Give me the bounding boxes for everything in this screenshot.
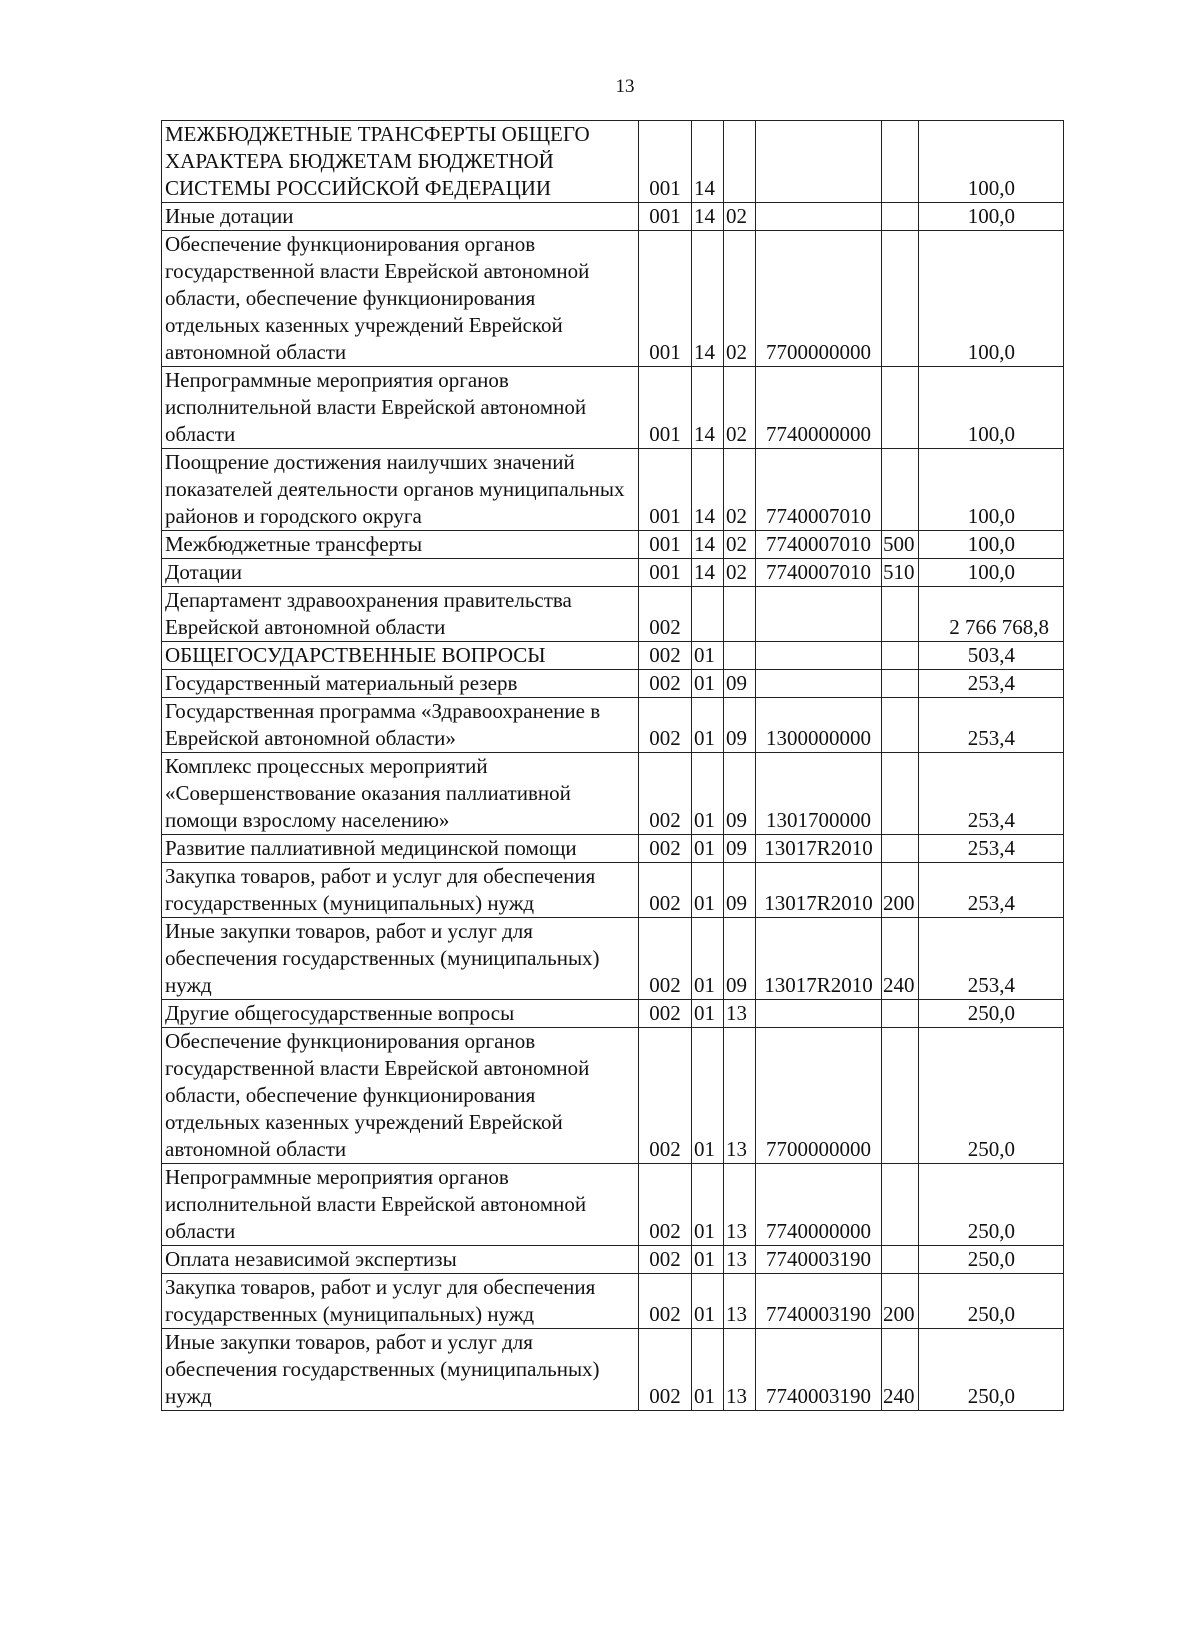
row-glava-code: 002 (639, 698, 692, 753)
row-target-article-code (756, 1000, 882, 1028)
row-target-article-code: 13017R2010 (756, 863, 882, 918)
row-glava-code: 001 (639, 121, 692, 203)
row-name: Закупка товаров, работ и услуг для обеспечения государственных (муниципальных) нужд (162, 1274, 639, 1329)
row-subsection-code: 09 (724, 835, 756, 863)
row-target-article-code: 13017R2010 (756, 835, 882, 863)
row-glava-code: 002 (639, 1164, 692, 1246)
row-subsection-code: 13 (724, 1246, 756, 1274)
row-section-code: 01 (692, 863, 724, 918)
row-amount: 100,0 (919, 531, 1064, 559)
row-glava-code: 001 (639, 559, 692, 587)
row-section-code: 14 (692, 203, 724, 231)
row-amount: 250,0 (919, 1028, 1064, 1164)
row-section-code: 01 (692, 642, 724, 670)
row-name: Департамент здравоохранения правительства Еврейской автономной области (162, 587, 639, 642)
row-target-article-code (756, 203, 882, 231)
row-section-code: 01 (692, 1246, 724, 1274)
row-name: Непрограммные мероприятия органов исполнительной власти Еврейской автономной области (162, 1164, 639, 1246)
table-row (162, 1246, 1064, 1274)
row-amount: 250,0 (919, 1164, 1064, 1246)
row-subsection-code: 09 (724, 863, 756, 918)
row-section-code: 01 (692, 753, 724, 835)
row-subsection-code: 02 (724, 231, 756, 367)
row-expense-type-code (882, 835, 919, 863)
row-glava-code: 002 (639, 1246, 692, 1274)
row-section-code: 14 (692, 531, 724, 559)
row-subsection-code: 02 (724, 203, 756, 231)
row-glava-code: 001 (639, 531, 692, 559)
row-amount: 253,4 (919, 698, 1064, 753)
row-section-code: 14 (692, 559, 724, 587)
row-section-code: 14 (692, 367, 724, 449)
table-row (162, 449, 1064, 531)
row-amount: 253,4 (919, 918, 1064, 1000)
row-expense-type-code (882, 121, 919, 203)
row-glava-code: 002 (639, 1028, 692, 1164)
row-section-code: 14 (692, 121, 724, 203)
row-subsection-code (724, 121, 756, 203)
row-name: Обеспечение функционирования органов государственной власти Еврейской автономной области, обеспечение функционирования отдельных казенных учреждений Еврейской автономной области (162, 231, 639, 367)
row-amount: 100,0 (919, 559, 1064, 587)
row-subsection-code: 09 (724, 753, 756, 835)
row-target-article-code: 7700000000 (756, 1028, 882, 1164)
row-name: Иные дотации (162, 203, 639, 231)
row-amount: 250,0 (919, 1000, 1064, 1028)
row-name: Непрограммные мероприятия органов исполнительной власти Еврейской автономной области (162, 367, 639, 449)
row-target-article-code: 7740003190 (756, 1329, 882, 1411)
row-target-article-code: 7740000000 (756, 367, 882, 449)
table-row (162, 203, 1064, 231)
row-expense-type-code: 240 (882, 918, 919, 1000)
row-expense-type-code (882, 231, 919, 367)
row-amount: 253,4 (919, 670, 1064, 698)
row-amount: 100,0 (919, 367, 1064, 449)
row-name: Иные закупки товаров, работ и услуг для обеспечения государственных (муниципальных) нужд (162, 1329, 639, 1411)
row-name: Поощрение достижения наилучших значений показателей деятельности органов муниципальных районов и городского округа (162, 449, 639, 531)
row-expense-type-code (882, 642, 919, 670)
row-section-code: 01 (692, 670, 724, 698)
row-glava-code: 002 (639, 753, 692, 835)
row-target-article-code: 13017R2010 (756, 918, 882, 1000)
row-amount: 2 766 768,8 (919, 587, 1064, 642)
table-row (162, 835, 1064, 863)
row-amount: 503,4 (919, 642, 1064, 670)
row-name: Обеспечение функционирования органов государственной власти Еврейской автономной области, обеспечение функционирования отдельных казенных учреждений Еврейской автономной области (162, 1028, 639, 1164)
row-amount: 100,0 (919, 203, 1064, 231)
table-row (162, 642, 1064, 670)
row-glava-code: 002 (639, 1000, 692, 1028)
row-amount: 100,0 (919, 449, 1064, 531)
row-expense-type-code (882, 698, 919, 753)
row-expense-type-code (882, 1164, 919, 1246)
row-subsection-code: 13 (724, 1000, 756, 1028)
table-row (162, 670, 1064, 698)
row-expense-type-code (882, 1000, 919, 1028)
table-row (162, 559, 1064, 587)
row-section-code: 01 (692, 1274, 724, 1329)
row-target-article-code: 1301700000 (756, 753, 882, 835)
row-glava-code: 001 (639, 449, 692, 531)
row-name: Межбюджетные трансферты (162, 531, 639, 559)
row-amount: 253,4 (919, 863, 1064, 918)
row-expense-type-code: 200 (882, 1274, 919, 1329)
row-subsection-code: 13 (724, 1329, 756, 1411)
row-name: Государственная программа «Здравоохранение в Еврейской автономной области» (162, 698, 639, 753)
row-section-code: 14 (692, 449, 724, 531)
row-target-article-code: 7740003190 (756, 1274, 882, 1329)
row-subsection-code: 02 (724, 449, 756, 531)
row-expense-type-code: 510 (882, 559, 919, 587)
row-subsection-code: 13 (724, 1274, 756, 1329)
row-expense-type-code (882, 670, 919, 698)
row-expense-type-code (882, 753, 919, 835)
row-section-code: 01 (692, 1028, 724, 1164)
row-section-code: 01 (692, 1000, 724, 1028)
row-expense-type-code: 240 (882, 1329, 919, 1411)
table-row (162, 918, 1064, 1000)
row-target-article-code: 7740007010 (756, 449, 882, 531)
row-section-code: 01 (692, 918, 724, 1000)
table-row (162, 1164, 1064, 1246)
row-target-article-code: 1300000000 (756, 698, 882, 753)
row-name: Закупка товаров, работ и услуг для обеспечения государственных (муниципальных) нужд (162, 863, 639, 918)
row-amount: 100,0 (919, 231, 1064, 367)
table-row (162, 698, 1064, 753)
row-name: МЕЖБЮДЖЕТНЫЕ ТРАНСФЕРТЫ ОБЩЕГО ХАРАКТЕРА БЮДЖЕТАМ БЮДЖЕТНОЙ СИСТЕМЫ РОССИЙСКОЙ ФЕДЕРАЦИИ (162, 121, 639, 203)
row-subsection-code: 02 (724, 531, 756, 559)
row-section-code: 01 (692, 1329, 724, 1411)
row-subsection-code (724, 587, 756, 642)
row-subsection-code: 02 (724, 367, 756, 449)
row-glava-code: 001 (639, 231, 692, 367)
table-row (162, 1000, 1064, 1028)
row-subsection-code: 02 (724, 559, 756, 587)
row-name: ОБЩЕГОСУДАРСТВЕННЫЕ ВОПРОСЫ (162, 642, 639, 670)
row-section-code: 01 (692, 698, 724, 753)
row-amount: 253,4 (919, 835, 1064, 863)
row-target-article-code (756, 642, 882, 670)
row-glava-code: 002 (639, 863, 692, 918)
row-section-code: 01 (692, 1164, 724, 1246)
row-subsection-code (724, 642, 756, 670)
row-target-article-code: 7740007010 (756, 559, 882, 587)
table-row (162, 587, 1064, 642)
row-glava-code: 002 (639, 587, 692, 642)
row-expense-type-code (882, 203, 919, 231)
row-name: Государственный материальный резерв (162, 670, 639, 698)
table-row (162, 531, 1064, 559)
table-row (162, 1274, 1064, 1329)
row-name: Комплекс процессных мероприятий «Совершенствование оказания паллиативной помощи взрослому населению» (162, 753, 639, 835)
row-expense-type-code (882, 1246, 919, 1274)
row-expense-type-code (882, 367, 919, 449)
table-body (162, 121, 1064, 1411)
row-expense-type-code: 200 (882, 863, 919, 918)
row-amount: 250,0 (919, 1246, 1064, 1274)
row-amount: 250,0 (919, 1329, 1064, 1411)
row-subsection-code: 13 (724, 1164, 756, 1246)
row-amount: 250,0 (919, 1274, 1064, 1329)
budget-table (161, 120, 1064, 1411)
row-target-article-code: 7740000000 (756, 1164, 882, 1246)
table-row (162, 753, 1064, 835)
row-subsection-code: 09 (724, 670, 756, 698)
row-target-article-code (756, 121, 882, 203)
row-target-article-code: 7740007010 (756, 531, 882, 559)
row-name: Дотации (162, 559, 639, 587)
row-target-article-code (756, 587, 882, 642)
row-subsection-code: 09 (724, 698, 756, 753)
row-name: Другие общегосударственные вопросы (162, 1000, 639, 1028)
row-section-code: 14 (692, 231, 724, 367)
row-section-code (692, 587, 724, 642)
row-subsection-code: 09 (724, 918, 756, 1000)
row-glava-code: 002 (639, 670, 692, 698)
row-expense-type-code: 500 (882, 531, 919, 559)
row-name: Оплата независимой экспертизы (162, 1246, 639, 1274)
row-glava-code: 002 (639, 1274, 692, 1329)
row-subsection-code: 13 (724, 1028, 756, 1164)
row-name: Развитие паллиативной медицинской помощи (162, 835, 639, 863)
row-amount: 100,0 (919, 121, 1064, 203)
row-glava-code: 001 (639, 367, 692, 449)
row-expense-type-code (882, 449, 919, 531)
row-expense-type-code (882, 1028, 919, 1164)
table-row (162, 367, 1064, 449)
row-glava-code: 002 (639, 918, 692, 1000)
row-section-code: 01 (692, 835, 724, 863)
row-amount: 253,4 (919, 753, 1064, 835)
row-name: Иные закупки товаров, работ и услуг для обеспечения государственных (муниципальных) нужд (162, 918, 639, 1000)
table-row (162, 1329, 1064, 1411)
row-glava-code: 002 (639, 1329, 692, 1411)
row-glava-code: 002 (639, 835, 692, 863)
row-glava-code: 001 (639, 203, 692, 231)
table-row (162, 1028, 1064, 1164)
row-expense-type-code (882, 587, 919, 642)
row-target-article-code (756, 670, 882, 698)
page-number: 13 (615, 76, 635, 97)
table-row (162, 231, 1064, 367)
table-row (162, 863, 1064, 918)
table-row (162, 121, 1064, 203)
row-target-article-code: 7740003190 (756, 1246, 882, 1274)
row-glava-code: 002 (639, 642, 692, 670)
row-target-article-code: 7700000000 (756, 231, 882, 367)
